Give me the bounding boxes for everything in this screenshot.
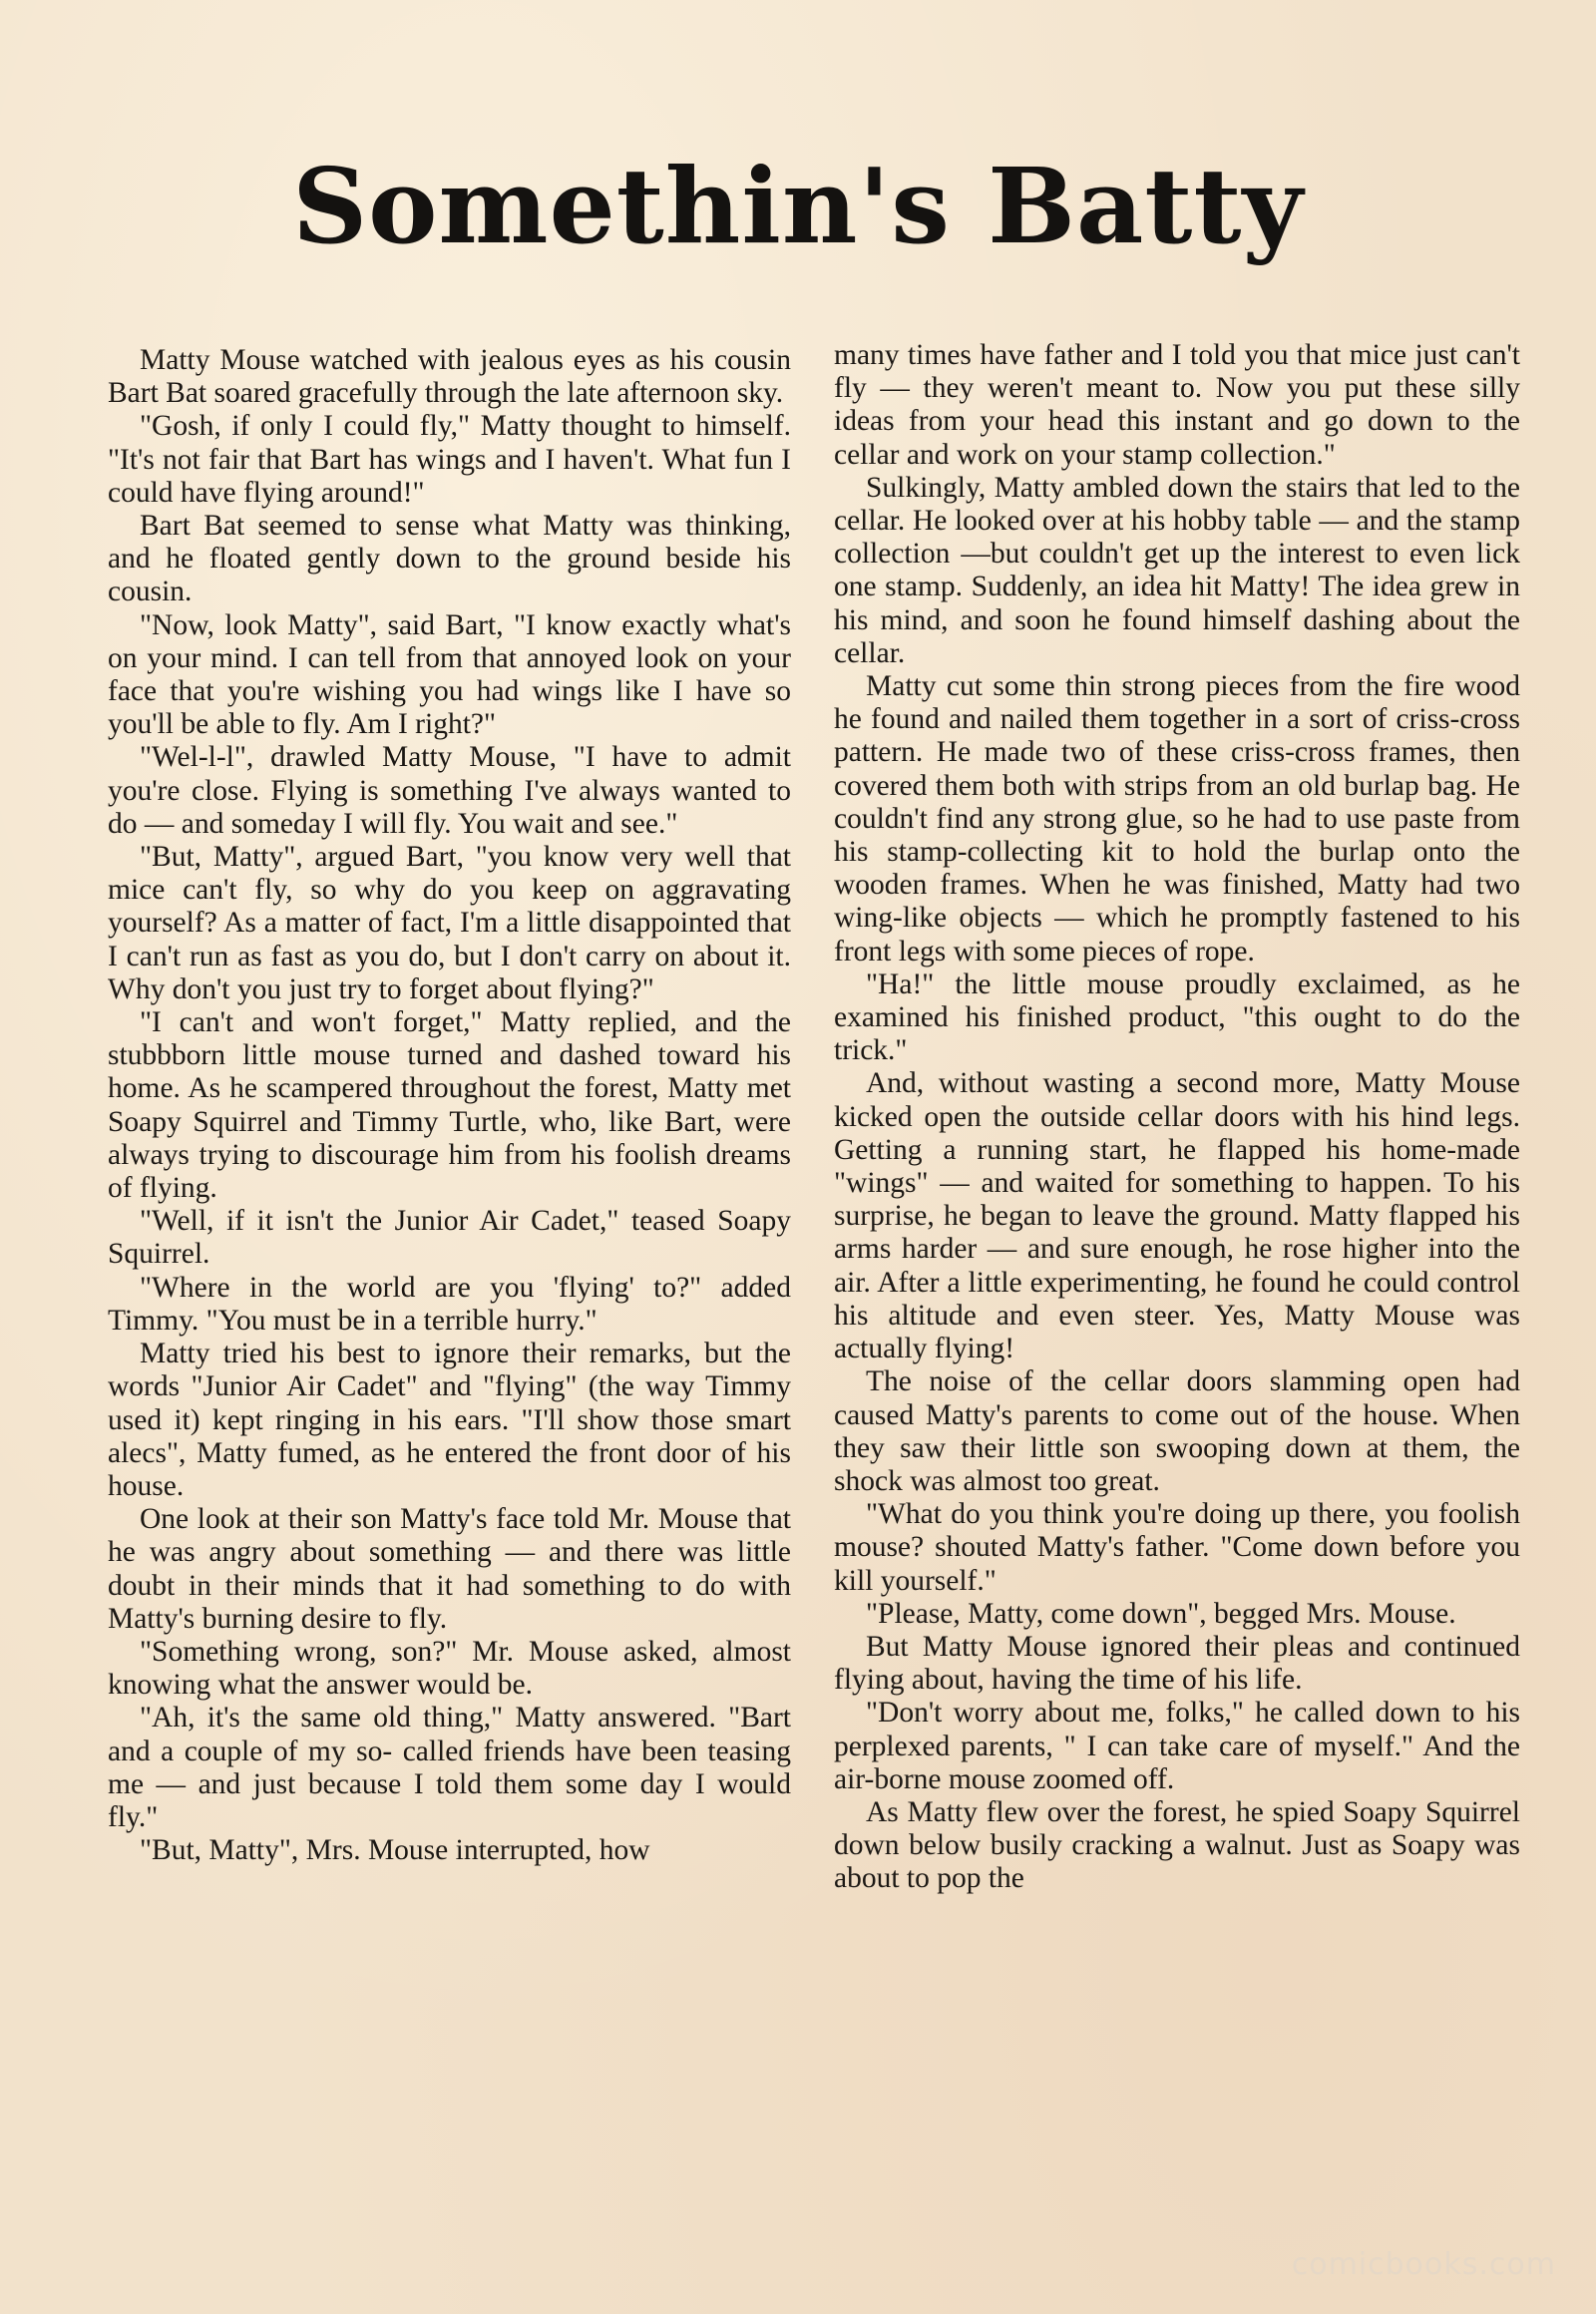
paragraph: Matty Mouse watched with jealous eyes as his cousin Bart Bat soared gracefully through the late afternoon sky.: [108, 344, 791, 410]
paragraph: "Ah, it's the same old thing," Matty answered. "Bart and a couple of my so- called friends have been teasing me — and just because I told them some day I would fly.": [108, 1702, 791, 1833]
paragraph: "Gosh, if only I could fly," Matty thought to himself. "It's not fair that Bart has wings and I haven't. What fun I could have flying around!": [108, 410, 791, 509]
paragraph: "Well, if it isn't the Junior Air Cadet," teased Soapy Squirrel.: [108, 1205, 791, 1271]
paragraph: Matty tried his best to ignore their remarks, but the words "Junior Air Cadet" and "flying" (the way Timmy used it) kept ringing in his ears. "I'll show those smart alecs", Matty fumed, as he entered the front door of his house.: [108, 1338, 791, 1502]
left-text-column: [108, 344, 791, 1867]
paragraph: The noise of the cellar doors slamming open had caused Matty's parents to come out of the house. When they saw their little son swooping down at them, the shock was almost too great.: [834, 1365, 1520, 1497]
paragraph: "I can't and won't forget," Matty replied, and the stubbborn little mouse turned and dashed toward his home. As he scampered throughout the forest, Matty met Soapy Squirrel and Timmy Turtle, who, like Bart, were always trying to discourage him from his foolish dreams of flying.: [108, 1006, 791, 1205]
paragraph: "Now, look Matty", said Bart, "I know exactly what's on your mind. I can tell from that annoyed look on your face that you're wishing you had wings like I have so you'll be able to fly. Am I right?": [108, 608, 791, 741]
right-text-column: [834, 339, 1520, 1896]
paragraph: As Matty flew over the forest, he spied Soapy Squirrel down below busily cracking a walnut. Just as Soapy was about to pop the: [834, 1795, 1520, 1895]
paragraph: Bart Bat seemed to sense what Matty was thinking, and he floated gently down to the ground beside his cousin.: [108, 510, 791, 608]
paragraph: "Please, Matty, come down", begged Mrs. Mouse.: [866, 1597, 1456, 1630]
paragraph: And, without wasting a second more, Matty Mouse kicked open the outside cellar doors with his hind legs. Getting a running start, he flapped his home-made "wings" — and waited for something to happen. To his surprise, he began to leave the ground. Matty flapped his arms harder — and sure enough, he rose higher into the air. After a little experimenting, he found he could control his altitude and even steer. Yes, Matty Mouse was actually flying!: [834, 1067, 1520, 1365]
paragraph: But Matty Mouse ignored their pleas and continued flying about, having the time of his life.: [834, 1630, 1520, 1697]
paragraph-continued: many times have father and I told you that mice just can't fly — they weren't meant to. Now you put these silly ideas from your head this instant and go down to the cellar and work on your stamp collection.": [834, 339, 1520, 471]
story-title: Somethin's Batty: [292, 145, 1304, 267]
site-watermark: comicbooks.com: [1291, 2247, 1556, 2282]
paragraph: Matty cut some thin strong pieces from the fire wood he found and nailed them together in a sort of criss-cross pattern. He made two of these criss-cross frames, then covered them both with strips from an old burlap bag. He couldn't find any strong glue, so he had to use paste from his stamp-collecting kit to hold the burlap onto the wooden frames. When he was finished, Matty had two wing-like objects — which he promptly fastened to his front legs with some pieces of rope.: [834, 670, 1520, 967]
paragraph: "Wel-l-l", drawled Matty Mouse, "I have to admit you're close. Flying is something I've always wanted to do — and someday I will fly. You wait and see.": [108, 741, 791, 840]
paragraph: "Ha!" the little mouse proudly exclaimed, as he examined his finished product, "this ought to do the trick.": [834, 967, 1520, 1067]
paragraph: "Don't worry about me, folks," he called down to his perplexed parents, " I can take care of myself." And the air-borne mouse zoomed off.: [834, 1697, 1520, 1795]
paragraph: "Something wrong, son?" Mr. Mouse asked, almost knowing what the answer would be.: [108, 1635, 791, 1702]
paragraph: Sulkingly, Matty ambled down the stairs that led to the cellar. He looked over at his hobby table — and the stamp collection —but couldn't get up the interest to even lick one stamp. Suddenly, an idea hit Matty! The idea grew in his mind, and soon he found himself dashing about the cellar.: [834, 471, 1520, 669]
paragraph: "Where in the world are you 'flying' to?" added Timmy. "You must be in a terrible hurry.": [108, 1271, 791, 1337]
paragraph: One look at their son Matty's face told Mr. Mouse that he was angry about something — and there was little doubt in their minds that it had something to do with Matty's burning desire to fly.: [108, 1503, 791, 1635]
paragraph: "What do you think you're doing up there, you foolish mouse? shouted Matty's father. "Come down before you kill yourself.": [834, 1498, 1520, 1597]
paragraph: "But, Matty", Mrs. Mouse interrupted, how: [140, 1834, 650, 1867]
paragraph: "But, Matty", argued Bart, "you know very well that mice can't fly, so why do you keep on aggravating yourself? As a matter of fact, I'm a little disappointed that I can't run as fast as you do, but I don't carry on about it. Why don't you just try to forget about flying?": [108, 841, 791, 1005]
